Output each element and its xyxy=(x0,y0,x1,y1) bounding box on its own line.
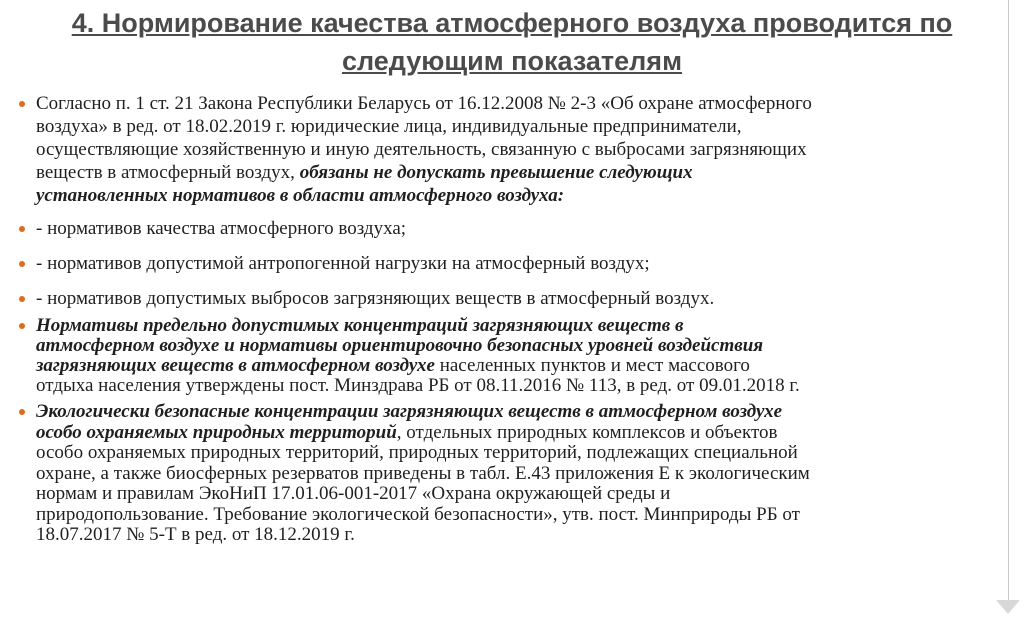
emphasis-text: установленных нормативов в области атмосферного воздуха: xyxy=(36,185,565,206)
text-span: , отдельных природных комплексов и объектов xyxy=(396,421,778,443)
list-item xyxy=(14,92,1004,207)
list-item xyxy=(14,287,1004,310)
text-line: - нормативов допустимой антропогенной нагрузки на атмосферный воздух; xyxy=(36,253,650,274)
bullet-icon xyxy=(19,261,25,267)
bullet-icon xyxy=(19,101,25,107)
text-line: - нормативов допустимых выбросов загрязняющих веществ в атмосферный воздух. xyxy=(36,288,715,309)
corner-arrow-icon xyxy=(996,600,1020,614)
emphasis-text: особо охраняемых природных территорий xyxy=(36,421,397,443)
bullet-list xyxy=(14,92,1004,546)
emphasis-text: загрязняющих веществ в атмосферном воздухе xyxy=(36,355,435,376)
text-span: населенных пунктов и мест массового xyxy=(434,355,750,376)
text-line: нормам и правилам ЭкоНиП 17.01.06-001-2017 «Охрана окружающей среды и xyxy=(36,483,671,504)
text-line: Согласно п. 1 ст. 21 Закона Республики Беларусь от 16.12.2008 № 2-3 «Об охране атмосферного xyxy=(36,93,812,114)
list-item xyxy=(14,217,1004,240)
text-line xyxy=(36,356,1004,376)
emphasis-text: обязаны не допускать превышение следующих xyxy=(299,162,693,183)
text-line: осуществляющие хозяйственную и иную деятельность, связанную с выбросами загрязняющих xyxy=(36,139,807,160)
text-line: 18.07.2017 № 5-Т в ред. от 18.12.2019 г. xyxy=(36,524,355,545)
text-line: отдыха населения утверждены пост. Минздрава РБ от 08.11.2016 № 113, в ред. от 09.01.2018 г. xyxy=(36,375,800,396)
emphasis-text: Нормативы предельно допустимых концентраций загрязняющих веществ в xyxy=(36,315,684,336)
emphasis-text: Экологически безопасные концентрации загрязняющих веществ в атмосферном воздухе xyxy=(36,401,783,422)
list-item xyxy=(14,252,1004,275)
text-line: - нормативов качества атмосферного воздуха; xyxy=(36,218,407,239)
bullet-icon xyxy=(19,409,25,415)
title-line-1: 4. Нормирование качества атмосферного воздуха проводится по xyxy=(71,8,953,38)
text-line: воздуха» в ред. от 18.02.2019 г. юридические лица, индивидуальные предприниматели, xyxy=(36,116,742,137)
emphasis-text: атмосферном воздухе и нормативы ориентировочно безопасных уровней воздействия xyxy=(36,335,764,356)
text-line xyxy=(36,161,1004,184)
right-divider xyxy=(1008,0,1009,600)
title-line-2: следующим показателям xyxy=(341,46,683,76)
page-title xyxy=(30,4,994,80)
bullet-icon xyxy=(19,296,25,302)
text-line: охране, а также биосферных резерватов приведены в табл. Е.43 приложения Е к экологическим xyxy=(36,462,810,484)
text-span: веществ в атмосферный воздух, xyxy=(36,162,300,183)
text-line: особо охраняемых природных территорий, природных территорий, подлежащих специальной xyxy=(36,442,798,463)
text-line: природопользование. Требование экологической безопасности», утв. пост. Минприроды РБ от xyxy=(36,503,800,525)
list-item xyxy=(14,402,1004,546)
bullet-icon xyxy=(19,226,25,232)
bullet-icon xyxy=(19,323,25,329)
list-item xyxy=(14,316,1004,396)
text-line xyxy=(36,423,1004,444)
